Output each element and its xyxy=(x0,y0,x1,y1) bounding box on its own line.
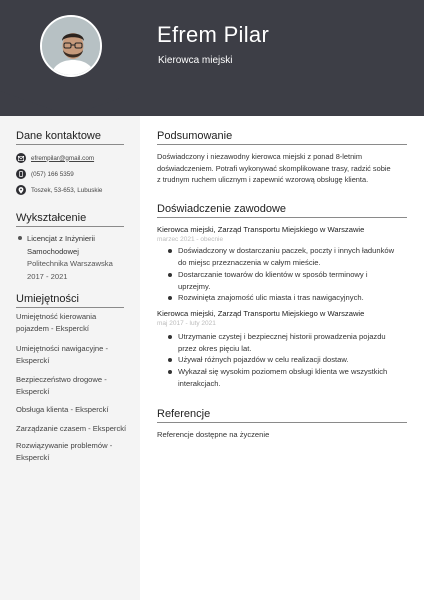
contact-address-row xyxy=(16,185,102,195)
job-dates: maj 2017 - luty 2021 xyxy=(157,320,216,327)
summary-line: z trudnym ruchem ulicznym i zapewnić wzorową obsługę klienta. xyxy=(157,175,369,185)
job-duty-line: Rozwinięta znajomość ulic miasta i tras nawigacyjnych. xyxy=(178,293,364,302)
summary-line: Doświadczony i niezawodny kierowca miejski z ponad 8-letnim xyxy=(157,152,362,161)
skill-item-line: Umiejętności nawigacyjne - xyxy=(16,344,109,353)
education-years: 2017 - 2021 xyxy=(27,271,68,281)
contact-phone-row xyxy=(16,169,74,179)
skill-item xyxy=(16,423,131,435)
job-duty-line: Utrzymanie czystej i bezpiecznej historii prowadzenia pojazdu xyxy=(178,332,386,341)
job-duty xyxy=(178,354,410,366)
skills-heading: Umiejętności xyxy=(16,293,124,308)
skill-item-line: pojazdem - Eksperckí xyxy=(16,324,90,334)
skill-item xyxy=(16,440,131,465)
summary-text xyxy=(157,151,409,186)
contact-email-link[interactable]: efrempilar@gmail.com xyxy=(31,154,95,162)
job-title: Kierowca miejski, Zarząd Transportu Miejskiego w Warszawie xyxy=(157,309,365,318)
envelope-icon xyxy=(16,153,26,163)
job-duty-line: uprzejmy. xyxy=(178,281,211,291)
education-school: Politechnika Warszawska xyxy=(27,259,113,268)
summary-line: doświadczeniem. Potrafi wykonywać skomplikowane trasy, radzić sobie xyxy=(157,163,391,173)
contact-phone: (057) 166 5359 xyxy=(31,170,74,178)
skill-item-line: Eksperckí xyxy=(16,387,50,397)
skill-item-line: Bezpieczeństwo drogowe - xyxy=(16,375,107,384)
contact-heading: Dane kontaktowe xyxy=(16,130,124,145)
education-degree-line1: Licencjat z Inżynierii xyxy=(27,234,95,243)
contact-email-row xyxy=(16,153,94,163)
job-duty xyxy=(178,245,410,269)
job-duty-line: Wykazał się wysokim poziomem obsługi klienta we wszystkich xyxy=(178,367,388,376)
education-degree-line2: Samochodowej xyxy=(27,246,79,256)
job-duty-line: do miejsc przeznaczenia w całym mieście. xyxy=(178,257,321,267)
skill-item-line: Eksperckí xyxy=(16,356,50,366)
job-duty-line: Używał różnych pojazdów w celu realizacji dostaw. xyxy=(178,355,349,364)
phone-icon xyxy=(16,169,26,179)
candidate-job-title: Kierowca miejski xyxy=(158,55,233,66)
job-title: Kierowca miejski, Zarząd Transportu Miejskiego w Warszawie xyxy=(157,225,365,234)
summary-heading: Podsumowanie xyxy=(157,130,407,145)
education-entry xyxy=(27,233,132,283)
job-dates: marzec 2021 - obecnie xyxy=(157,236,224,243)
references-text: Referencje dostępne na życzenie xyxy=(157,430,270,439)
job-duty xyxy=(178,269,410,293)
experience-heading: Doświadczenie zawodowe xyxy=(157,203,407,218)
job-duty-line: Dostarczanie towarów do klientów w sposób terminowy i xyxy=(178,270,368,279)
skill-item xyxy=(16,404,131,416)
job-duty-line: przez okres pięciu lat. xyxy=(178,343,252,353)
candidate-name: Efrem Pilar xyxy=(157,22,270,47)
header-chevron xyxy=(0,88,140,116)
contact-address: Toszek, 53-653, Lubuskie xyxy=(31,186,103,194)
skill-item xyxy=(16,343,131,368)
references-heading: Referencje xyxy=(157,408,407,423)
avatar xyxy=(40,15,102,77)
job-duty xyxy=(178,292,410,304)
job-duty-line: interakcjach. xyxy=(178,378,221,388)
location-pin-icon xyxy=(16,185,26,195)
education-bullet xyxy=(18,236,22,240)
job-duty xyxy=(178,331,410,355)
skill-item-line: Eksperckí xyxy=(16,453,50,463)
skill-item-line: Umiejętność kierowania xyxy=(16,312,97,321)
skill-item-line: Obsługa klienta - Eksperckí xyxy=(16,405,109,414)
skill-item-line: Zarządzanie czasem - Eksperckí xyxy=(16,424,127,433)
skill-item-line: Rozwiązywanie problemów - xyxy=(16,441,113,450)
education-heading: Wykształcenie xyxy=(16,212,124,227)
job-duty xyxy=(178,366,410,390)
job-duty-line: Doświadczony w dostarczaniu paczek, poczty i innych ładunków xyxy=(178,246,395,255)
skill-item xyxy=(16,311,131,336)
skill-item xyxy=(16,374,131,399)
